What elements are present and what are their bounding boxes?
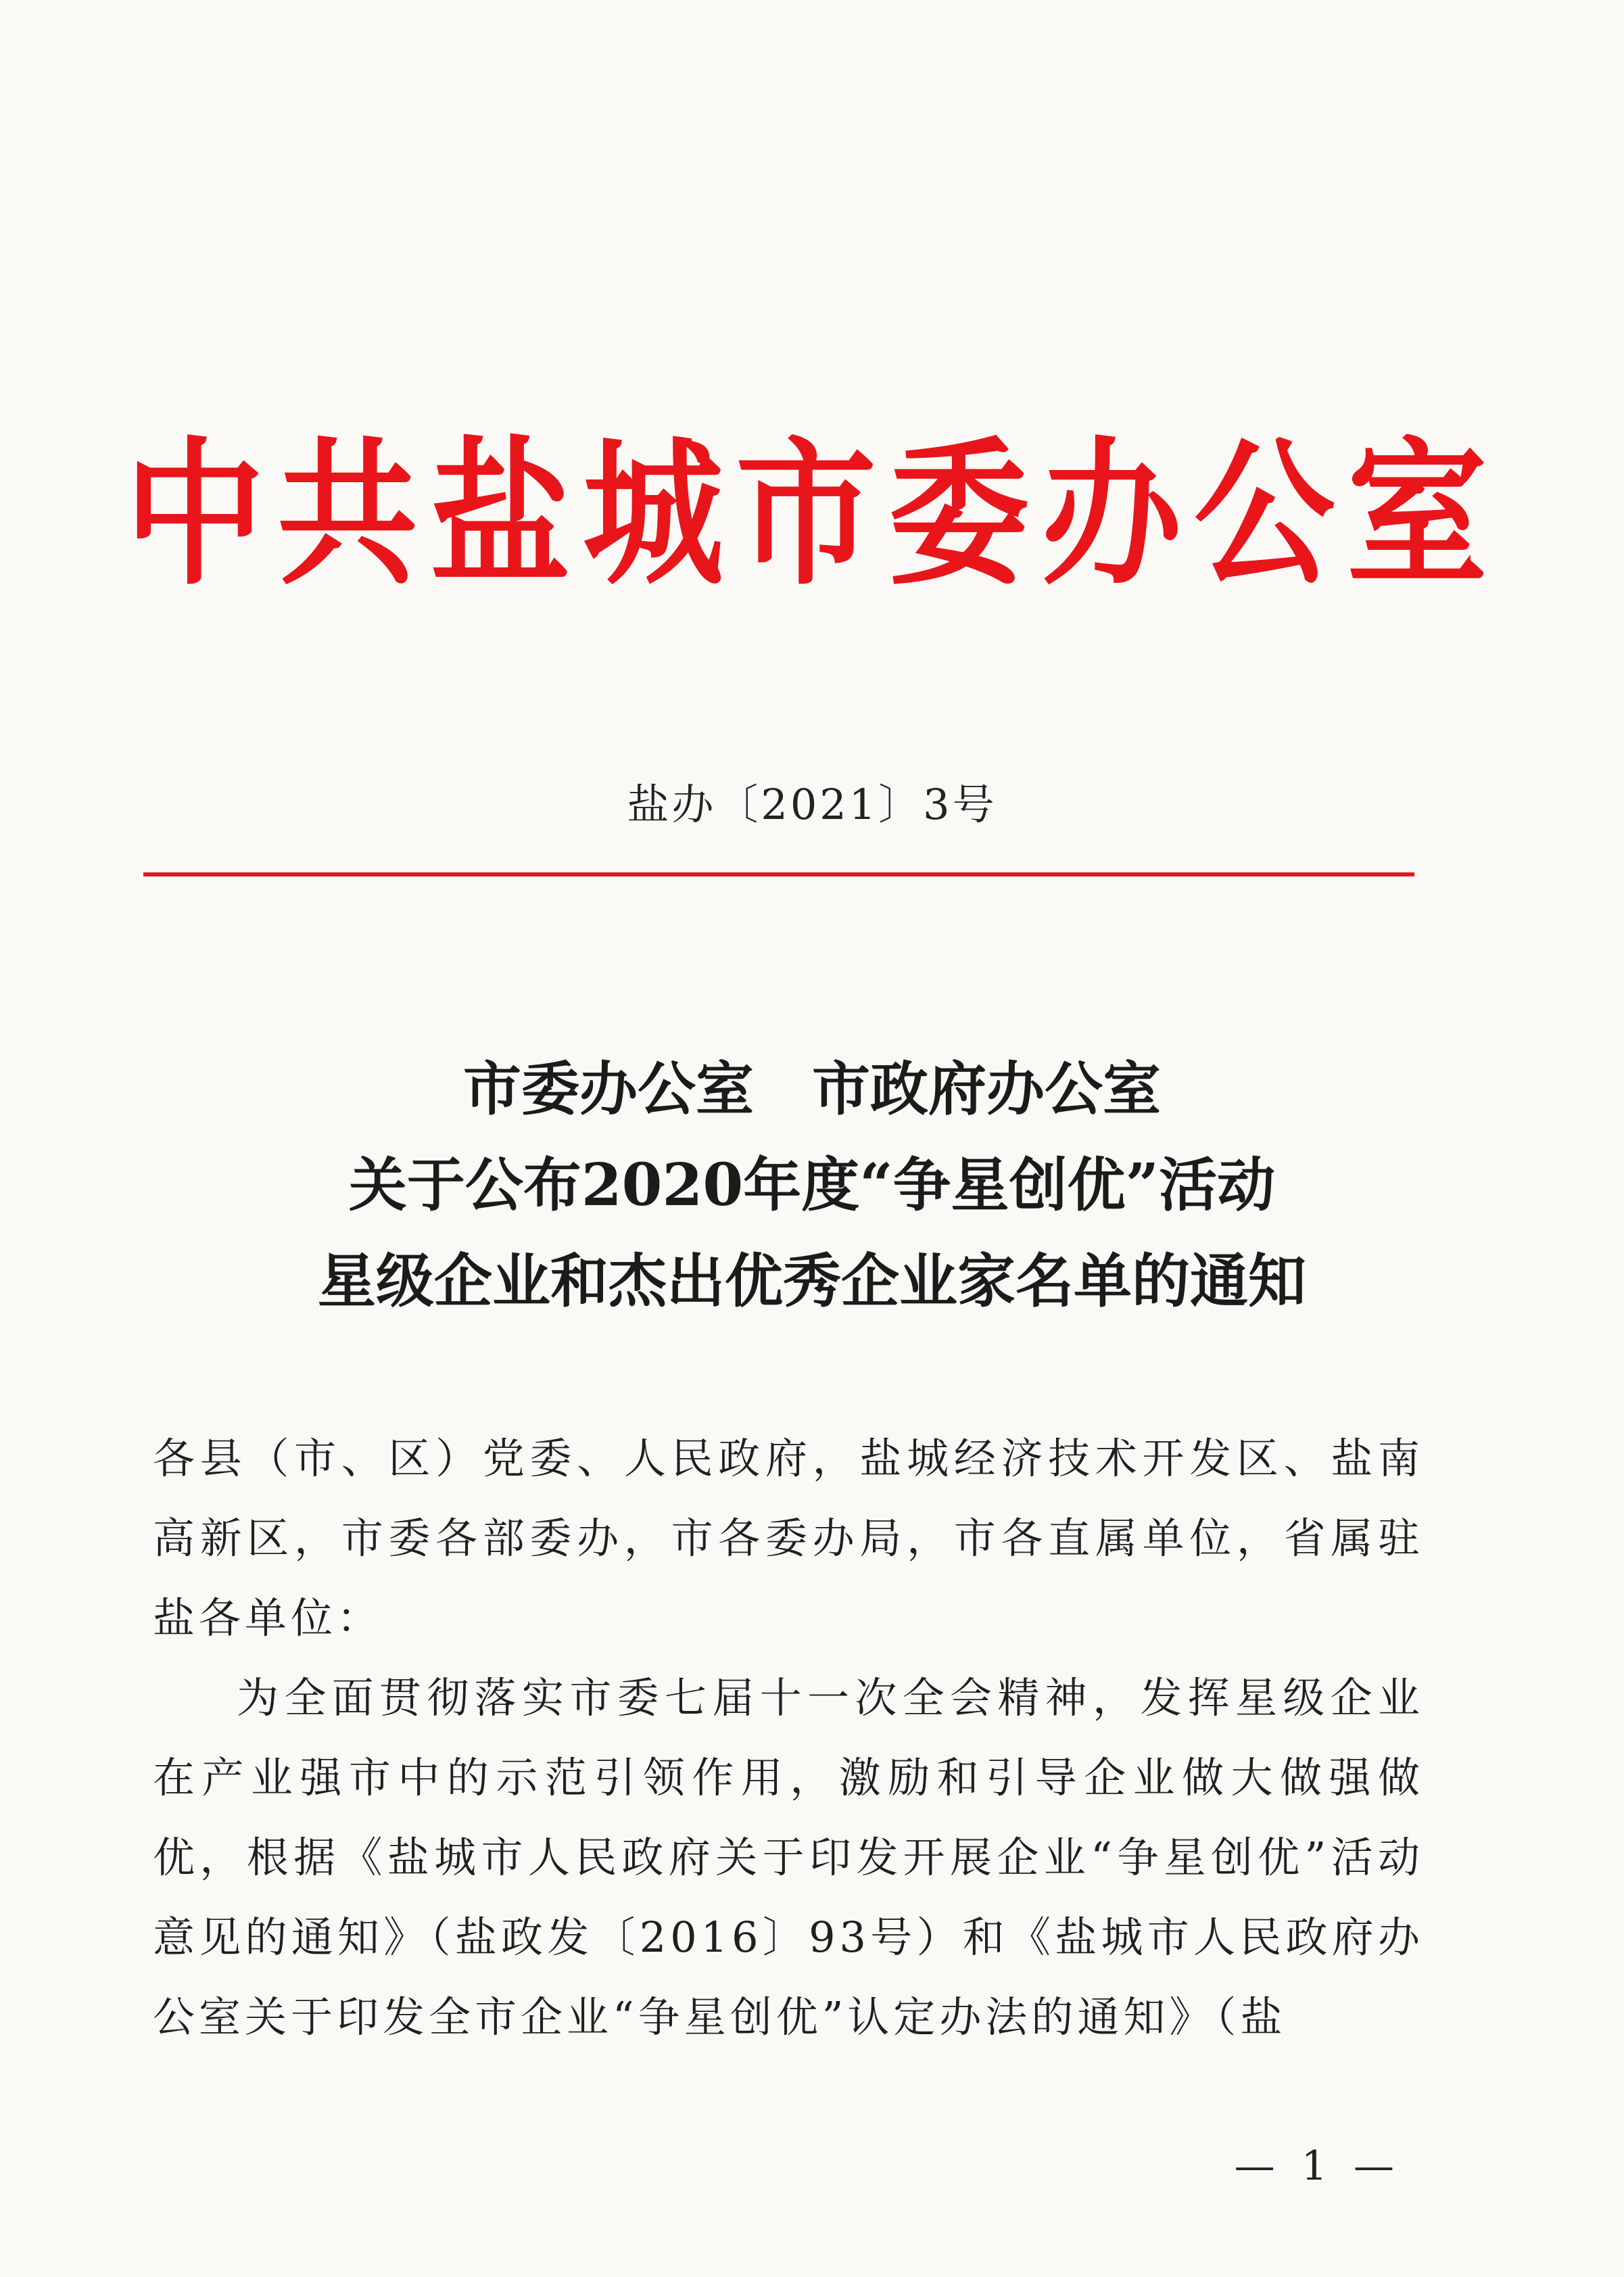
issuer-heading: 中共盐城市委办公室 (124, 423, 1500, 607)
page-number: — 1 — (1234, 2142, 1401, 2190)
red-divider (143, 872, 1414, 876)
title-line-1: 市委办公室 市政府办公室 (463, 1055, 1161, 1123)
document-number: 盐办〔2021〕3号 (627, 780, 997, 829)
body-paragraph: 为全面贯彻落实市委七届十一次全会精神，发挥星级企业在产业强市中的示范引领作用，激励和引导企业做大做强做优，根据《盐城市人民政府关于印发开展企业“争星创优”活动意见的通知》（盐政发〔2016〕93号）和《盐城市人民政府办公室关于印发全市企业“争星创优”认定办法的通知》（盐 (153, 1673, 1424, 2042)
document-title (0, 1041, 1624, 1330)
title-line-2: 关于公布2020年度“争星创优”活动 (348, 1151, 1276, 1219)
title-line-3: 星级企业和杰出优秀企业家名单的通知 (318, 1247, 1306, 1315)
document-body (153, 1419, 1424, 2057)
addressees: 各县（市、区）党委、人民政府，盐城经济技术开发区、盐南高新区，市委各部委办，市各委办局，市各直属单位，省属驻盐各单位： (153, 1434, 1424, 1643)
